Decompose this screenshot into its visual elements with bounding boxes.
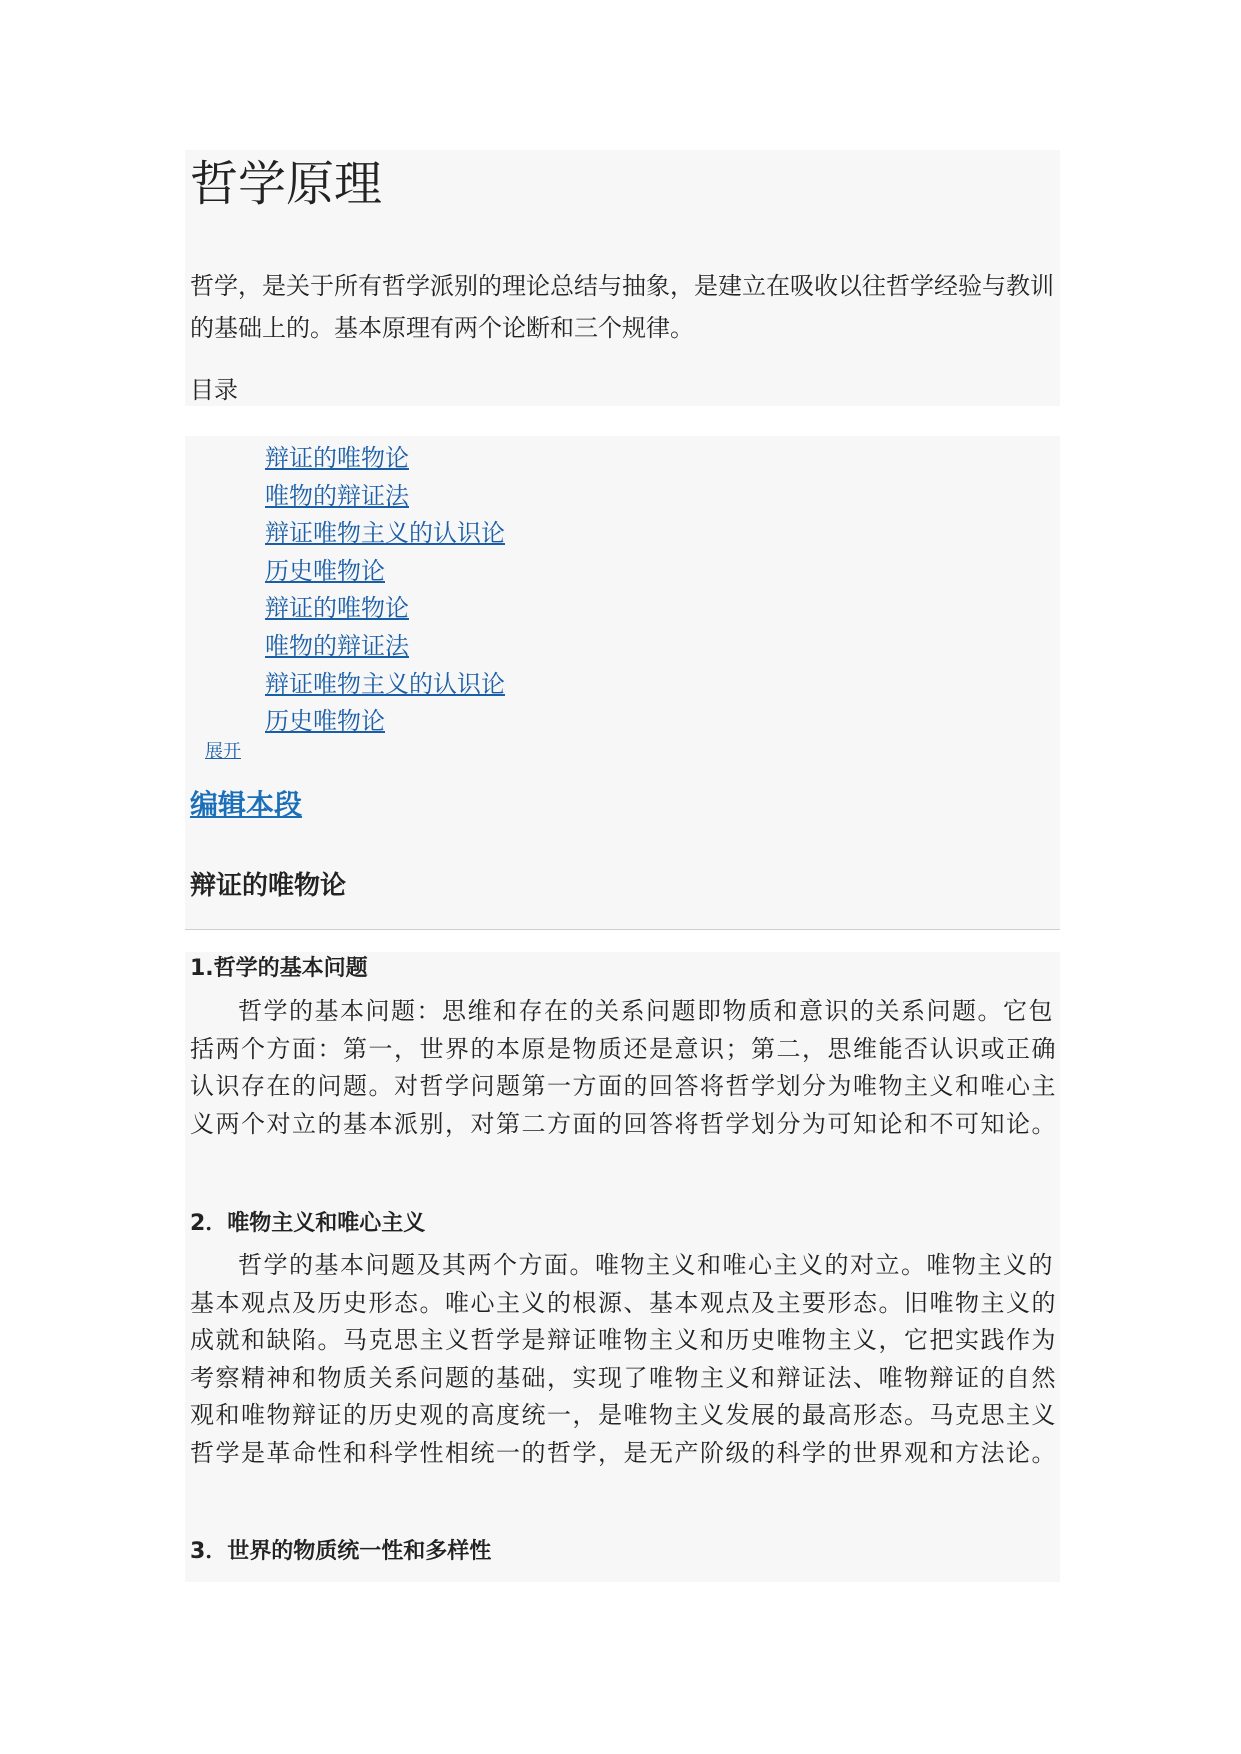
section-divider xyxy=(185,929,1060,930)
toc-item xyxy=(265,478,505,516)
toc-link[interactable]: 唯物的辩证法 xyxy=(265,481,409,510)
toc-link[interactable]: 历史唯物论 xyxy=(265,707,385,736)
toc-item xyxy=(265,515,505,553)
section-header-background xyxy=(185,780,1060,930)
subsection-heading: 3．世界的物质统一性和多样性 xyxy=(190,1539,492,1564)
toc-link[interactable]: 历史唯物论 xyxy=(265,556,385,585)
toc-item xyxy=(265,628,505,666)
toc-item xyxy=(265,590,505,628)
toc-link[interactable]: 辩证的唯物论 xyxy=(265,594,409,623)
toc-link[interactable]: 辩证的唯物论 xyxy=(265,444,409,472)
subsection-heading: 2．唯物主义和唯心主义 xyxy=(190,1211,426,1236)
toc-link[interactable]: 辩证唯物主义的认识论 xyxy=(265,669,505,698)
subsection-heading: 1.哲学的基本问题 xyxy=(190,956,368,981)
section-heading: 辩证的唯物论 xyxy=(190,871,347,901)
toc-label: 目录 xyxy=(190,376,238,404)
toc-link[interactable]: 唯物的辩证法 xyxy=(265,631,409,660)
toc-list xyxy=(265,440,505,741)
toc-item xyxy=(265,666,505,704)
subsection-body: 哲学的基本问题及其两个方面。唯物主义和唯心主义的对立。唯物主义的基本观点及历史形态。唯心主义的根源、基本观点及主要形态。旧唯物主义的成就和缺陷。马克思主义哲学是辩证唯物主义和历史唯物主义，它把实践作为考察精神和物质关系问题的基础，实现了唯物主义和辩证法、唯物辩证的自然观和唯物辩证的历史观的高度统一，是唯物主义发展的最高形态。马克思主义哲学是革命性和科学性相统一的哲学，是无产阶级的科学的世界观和方法论。 xyxy=(190,1251,1057,1467)
toc-item xyxy=(265,703,505,741)
toc-link[interactable]: 辩证唯物主义的认识论 xyxy=(265,519,505,548)
toc-item xyxy=(265,553,505,591)
expand-toc-link[interactable]: 展开 xyxy=(205,741,241,762)
edit-section-link[interactable]: 编辑本段 xyxy=(190,788,303,821)
toc-item xyxy=(265,440,505,478)
intro-paragraph: 哲学，是关于所有哲学派别的理论总结与抽象，是建立在吸收以往哲学经验与教训的基础上的。基本原理有两个论断和三个规律。 xyxy=(190,272,1054,342)
page-title: 哲学原理 xyxy=(190,156,383,212)
subsection-body: 哲学的基本问题：思维和存在的关系问题即物质和意识的关系问题。它包括两个方面：第一，世界的本原是物质还是意识；第二，思维能否认识或正确认识存在的问题。对哲学问题第一方面的回答将哲学划分为唯物主义和唯心主义两个对立的基本派别，对第二方面的回答将哲学划分为可知论和不可知论。 xyxy=(190,997,1057,1138)
